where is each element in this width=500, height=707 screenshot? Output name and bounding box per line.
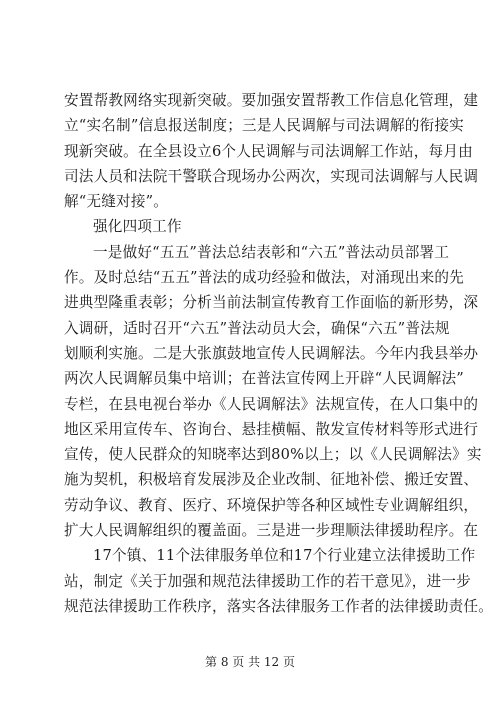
text-line: 站，制定《关于加强和规范法律援助工作的若干意见》，进一步 [64,572,471,590]
section-heading: 强化四项工作 [93,218,182,236]
text-line: 司法人员和法院干警联合现场办公两次，实现司法调解与人民调 [64,167,479,185]
text-line: 地区采用宣传车、咨询台、悬挂横幅、散发宣传材料等形式进行 [64,420,479,438]
text-line: 两次人民调解员集中培训；在普法宣传网上开辟“人民调解法” [64,370,464,388]
text-line: 作。及时总结“五五”普法的成功经验和做法，对涌现出来的先 [64,269,464,287]
text-line: 一是做好“五五”普法总结表彰和“六五”普法动员部署工 [93,243,450,261]
text-line: 划顺利实施。二是大张旗鼓地宣传人民调解法。今年内我县举办 [64,344,479,362]
text-line: 扩大人民调解组织的覆盖面。三是进一步理顺法律援助程序。在 [64,522,479,540]
text-line: 规范法律援助工作秩序，落实各法律服务工作者的法律援助责任。 [64,597,494,615]
text-line: 安置帮教网络实现新突破。要加强安置帮教工作信息化管理，建 [64,92,479,109]
body-text [64,88,494,619]
text-line: 进典型隆重表彰；分析当前法制宣传教育工作面临的新形势，深 [64,294,479,312]
text-line: 入调研，适时召开“六五”普法动员大会，确保“六五”普法规 [64,319,450,337]
text-line: 17个镇、11个法律服务单位和17个行业建立法律援助工作 [93,547,476,565]
text-line: 解“无缝对接”。 [64,193,169,211]
text-line: 宣传，使人民群众的知晓率达到80%以上；以《人民调解法》实 [64,446,482,464]
text-line: 专栏，在县电视台举办《人民调解法》法规宣传，在人口集中的 [64,395,479,413]
page-number: 第 8 页 共 12 页 [205,655,295,669]
text-line: 现新突破。在全县设立6个人民调解与司法调解工作站，每月由 [64,142,473,160]
text-line: 施为契机，积极培育发展涉及企业改制、征地补偿、搬迁安置、 [64,471,479,489]
text-line: 立“实名制”信息报送制度；三是人民调解与司法调解的衔接实 [64,117,464,135]
text-line: 劳动争议、教育、医疗、环境保护等各种区域性专业调解组织， [64,496,479,514]
